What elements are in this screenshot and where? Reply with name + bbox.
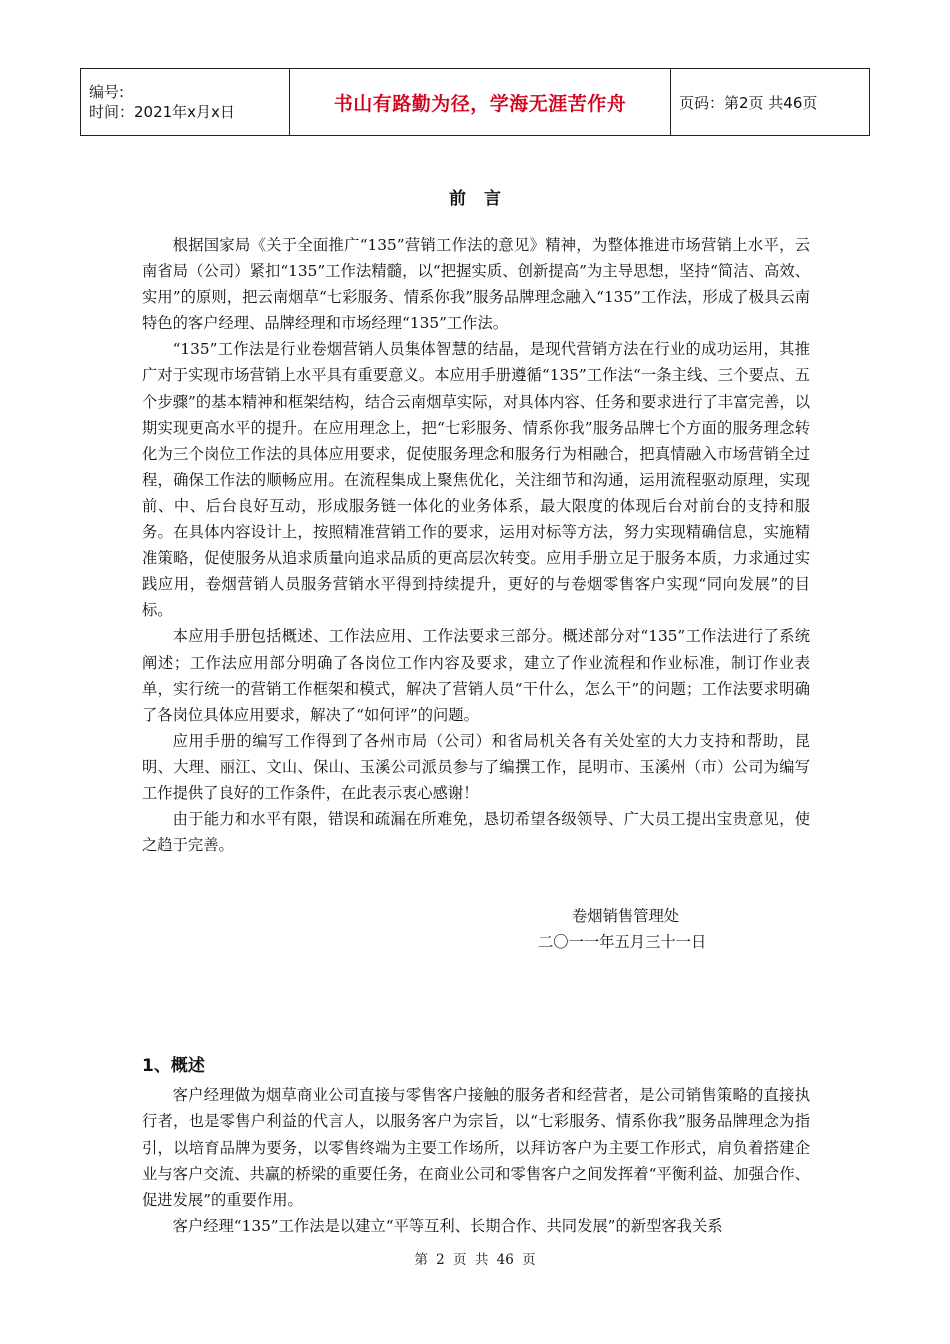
signature-organization: 卷烟销售管理处 — [572, 907, 680, 925]
preface-body — [142, 232, 810, 858]
page-footer: 第 2 页 共 46 页 — [414, 1252, 536, 1268]
preface-paragraph-4: 应用手册的编写工作得到了各州市局（公司）和省局机关各有关处室的大力支持和帮助，昆明、大理、丽江、文山、保山、玉溪公司派员参与了编撰工作，昆明市、玉溪州（市）公司为编写工作提供了良好的工作条件，在此表示衷心感谢！ — [142, 731, 810, 802]
header-motto: 书山有路勤为径，学海无涯苦作舟 — [290, 69, 671, 136]
header-meta-cell — [81, 69, 290, 136]
section-paragraph-2: 客户经理“135”工作法是以建立“平等互利、长期合作、共同发展”的新型客我关系 — [172, 1217, 723, 1236]
preface-paragraph-5: 由于能力和水平有限，错误和疏漏在所难免，恳切希望各级领导、广大员工提出宝贵意见，使之趋于完善。 — [142, 810, 810, 855]
section-heading: 1、概述 — [142, 1056, 205, 1076]
preface-paragraph-3: 本应用手册包括概述、工作法应用、工作法要求三部分。概述部分对“135”工作法进行了系统阐述；工作法应用部分明确了各岗位工作内容及要求，建立了作业流程和作业标准，制订作业表单，实行统一的营销工作框架和模式，解决了营销人员“干什么，怎么干”的问题；工作法要求明确了各岗位具体应用要求，解决了“如何评”的问题。 — [142, 627, 810, 724]
document-number-label: 编号: — [89, 83, 125, 101]
document-header — [80, 68, 870, 136]
document-time-label: 时间：2021年x月x日 — [89, 103, 235, 121]
preface-paragraph-2: “135”工作法是行业卷烟营销人员集体智慧的结晶，是现代营销方法在行业的成功运用，其推广对于实现市场营销上水平具有重要意义。本应用手册遵循“135”工作法“一条主线、三个要点、五个步骤”的基本精神和框架结构，结合云南烟草实际，对具体内容、任务和要求进行了丰富完善，以期实现更高水平的提升。在应用理念上，把“七彩服务、情系你我”服务品牌七个方面的服务理念转化为三个岗位工作法的具体应用要求，促使服务理念和服务行为相融合，把真情融入市场营销全过程，确保工作法的顺畅应用。在流程集成上聚焦优化，关注细节和沟通，运用流程驱动原理，实现前、中、后台良好互动，形成服务链一体化的业务体系，最大限度的体现后台对前台的支持和服务。在具体内容设计上，按照精准营销工作的要求，运用对标等方法，努力实现精确信息，实施精准策略，促使服务从追求质量向追求品质的更高层次转变。应用手册立足于服务本质，力求通过实践应用，卷烟营销人员服务营销水平得到持续提升，更好的与卷烟零售客户实现“同向发展”的目标。 — [142, 340, 810, 620]
preface-title: 前言 — [449, 189, 519, 209]
section-overview — [142, 1054, 810, 1240]
preface-paragraph-1: 根据国家局《关于全面推广“135”营销工作法的意见》精神，为整体推进市场营销上水平，云南省局（公司）紧扣“135”工作法精髓，以“把握实质、创新提高”为主导思想，坚持“简洁、高效、实用”的原则，把云南烟草“七彩服务、情系你我”服务品牌理念融入“135”工作法，形成了极具云南特色的客户经理、品牌经理和市场经理“135”工作法。 — [142, 236, 810, 333]
signature-date: 二〇一一年五月三十一日 — [538, 933, 707, 951]
header-page-info: 页码：第2页 共46页 — [671, 69, 870, 136]
section-paragraph-1: 客户经理做为烟草商业公司直接与零售客户接触的服务者和经营者，是公司销售策略的直接执行者，也是零售户利益的代言人，以服务客户为宗旨，以“七彩服务、情系你我”服务品牌理念为指引，以培育品牌为要务，以零售终端为主要工作场所，以拜访客户为主要工作形式，肩负着搭建企业与客户交流、共赢的桥梁的重要任务，在商业公司和零售客户之间发挥着“平衡利益、加强合作、促进发展”的重要作用。 — [142, 1086, 810, 1210]
